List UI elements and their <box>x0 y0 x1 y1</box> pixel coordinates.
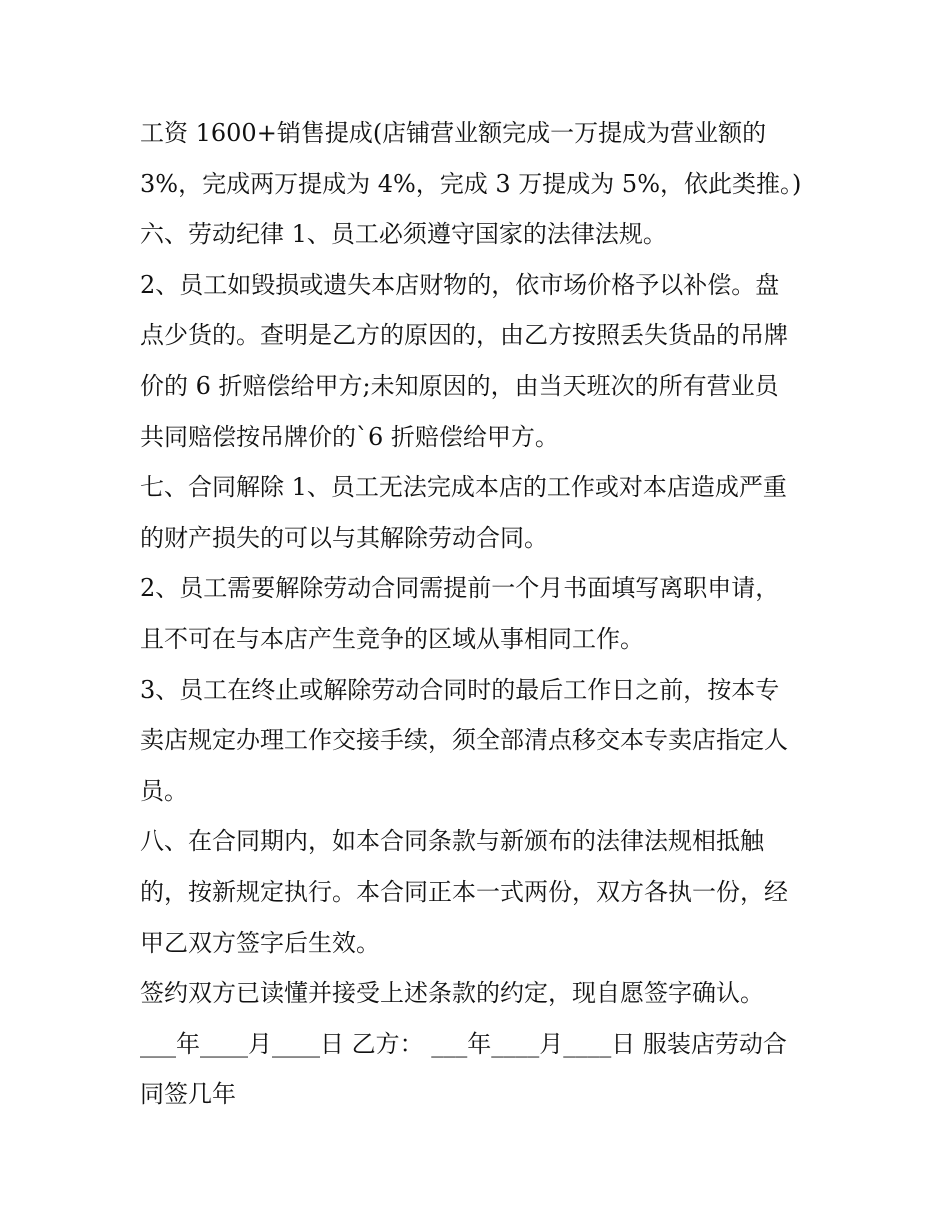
document-body <box>140 108 816 1120</box>
text-line: 签约双方已读懂并接受上述条款的约定，现自愿签字确认。 <box>140 979 764 1008</box>
text-line: 工资 1600+销售提成(店铺营业额完成一万提成为营业额的 <box>140 119 767 147</box>
text-line: 2、员工需要解除劳动合同需提前一个月书面填写离职申请， <box>140 574 780 603</box>
text-line: ___年____月____日 乙方： ___年____月____日 服装店劳动合 <box>140 1029 787 1058</box>
text-line: 价的 6 折赔偿给甲方;未知原因的，由当天班次的所有营业员 <box>140 371 779 400</box>
text-line: 六、劳动纪律 1、员工必须遵守国家的法律法规。 <box>140 220 667 249</box>
text-line: 甲乙双方签字后生效。 <box>140 928 380 957</box>
text-line: 2、员工如毁损或遗失本店财物的，依市场价格予以补偿。盘 <box>140 270 780 299</box>
text-line: 的财产损失的可以与其解除劳动合同。 <box>140 523 548 552</box>
text-line: 3%，完成两万提成为 4%，完成 3 万提成为 5%，依此类推。) <box>140 169 802 198</box>
text-line: 员。 <box>140 776 188 805</box>
text-line: 点少货的。查明是乙方的原因的，由乙方按照丢失货品的吊牌 <box>140 321 788 350</box>
text-line: 八、在合同期内，如本合同条款与新颁布的法律法规相抵触 <box>140 827 764 856</box>
text-line: 的，按新规定执行。本合同正本一式两份，双方各执一份，经 <box>140 877 788 906</box>
text-line: 七、合同解除 1、员工无法完成本店的工作或对本店造成严重 <box>140 473 787 502</box>
text-line: 且不可在与本店产生竞争的区域从事相同工作。 <box>140 624 644 653</box>
text-line: 卖店规定办理工作交接手续，须全部清点移交本专卖店指定人 <box>140 726 788 755</box>
text-line: 同签几年 <box>140 1080 236 1109</box>
text-line: 共同赔偿按吊牌价的`6 折赔偿给甲方。 <box>140 422 559 451</box>
text-line: 3、员工在终止或解除劳动合同时的最后工作日之前，按本专 <box>140 675 780 704</box>
